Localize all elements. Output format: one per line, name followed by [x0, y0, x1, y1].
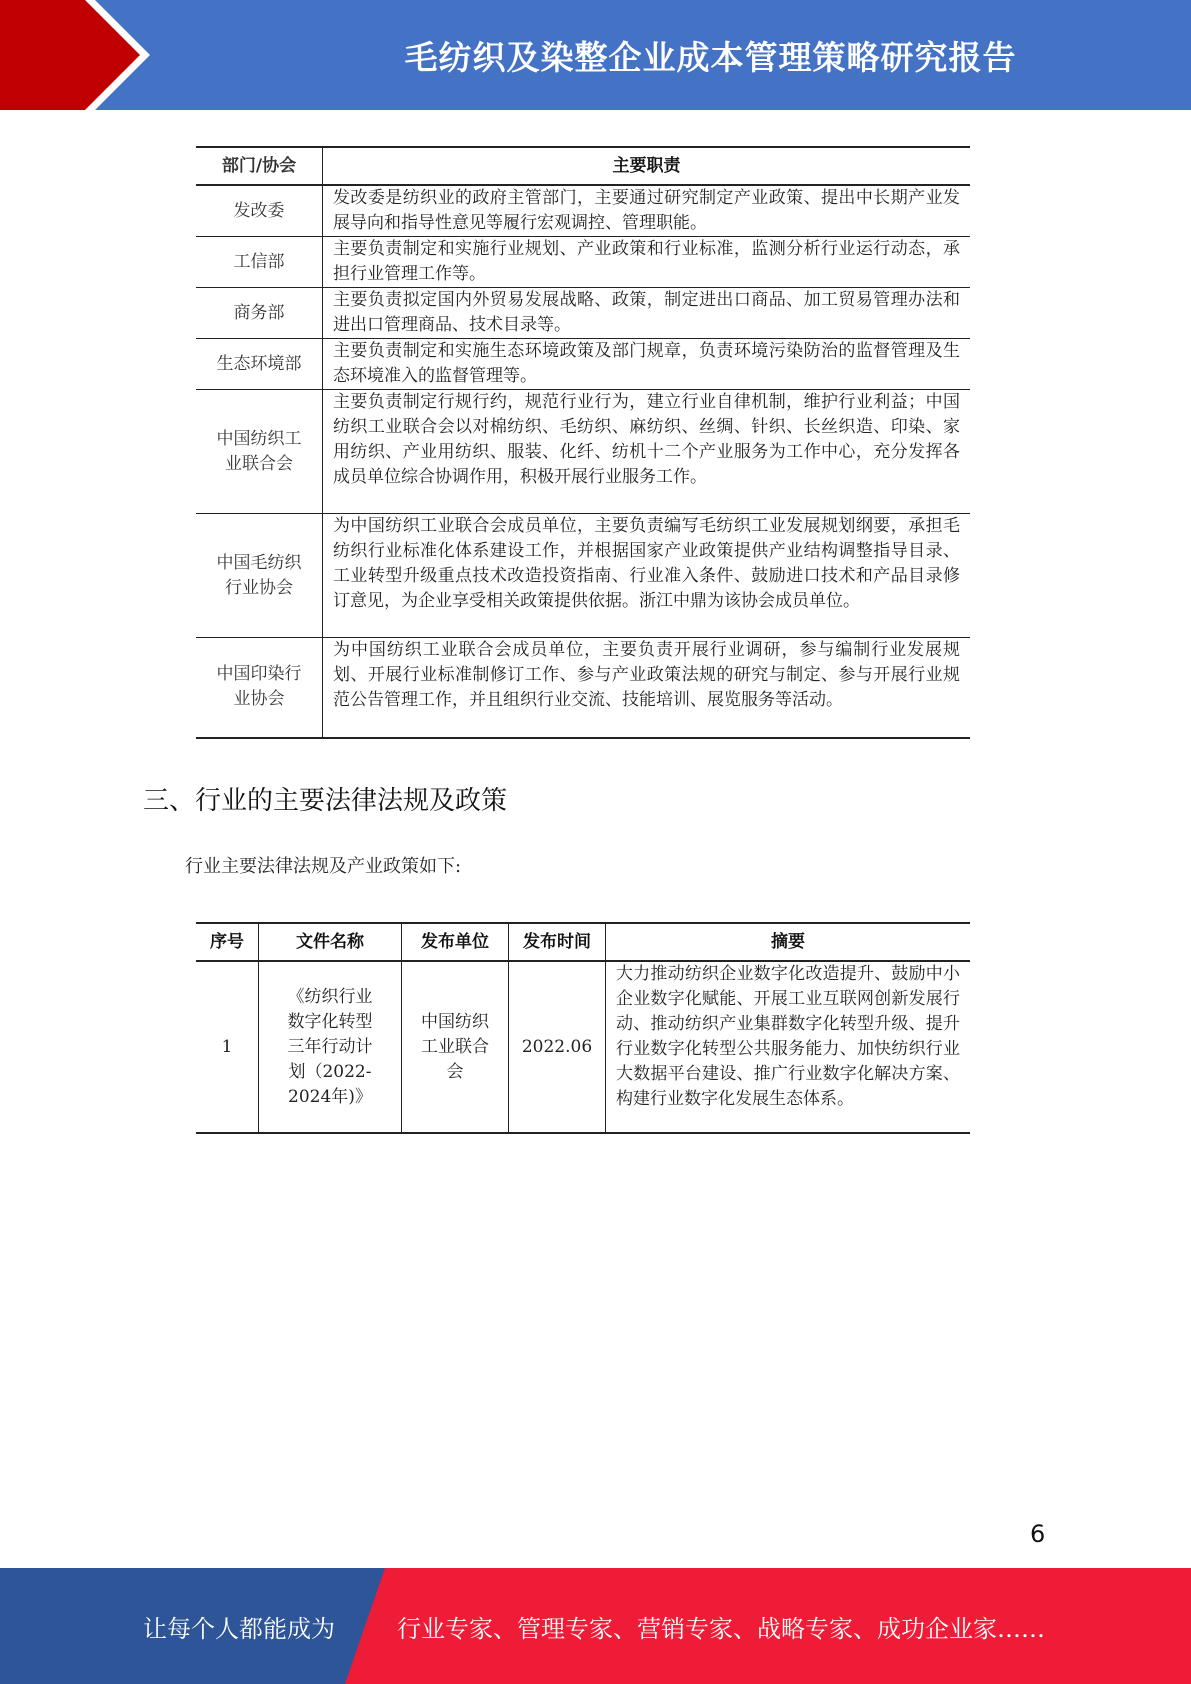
issuer-cell: 中国纺织工业联合会 [402, 961, 509, 1133]
duty-cell: 主要负责制定和实施生态环境政策及部门规章，负责环境污染防治的监督管理及生态环境准入的监督管理等。 [323, 339, 971, 390]
column-header-name: 文件名称 [259, 923, 402, 961]
table-row [196, 288, 970, 339]
column-header-date: 发布时间 [509, 923, 606, 961]
footer-slogan-left: 让每个人都能成为 [143, 1614, 335, 1643]
page-footer [0, 1568, 1191, 1684]
dept-cell: 发改委 [196, 185, 323, 237]
table-row [196, 185, 970, 237]
dept-cell: 中国印染行业协会 [196, 638, 323, 738]
table-row [196, 237, 970, 288]
dept-cell: 中国纺织工业联合会 [196, 390, 323, 514]
column-header-issuer: 发布单位 [402, 923, 509, 961]
section-intro: 行业主要法律法规及产业政策如下: [185, 856, 462, 877]
summary-cell: 大力推动纺织企业数字化改造提升、鼓励中小企业数字化赋能、开展工业互联网创新发展行动、推动纺织产业集群数字化转型升级、提升行业数字化转型公共服务能力、加快纺织行业大数据平台建设、推广行业数字化解决方案、构建行业数字化发展生态体系。 [606, 961, 971, 1133]
table-header-row [196, 147, 970, 185]
departments-table [196, 146, 970, 739]
column-header-summary: 摘要 [606, 923, 971, 961]
table-header-row [196, 923, 970, 961]
page-number: 6 [1030, 1520, 1046, 1548]
duty-cell: 主要负责拟定国内外贸易发展战略、政策，制定进出口商品、加工贸易管理办法和进出口管理商品、技术目录等。 [323, 288, 971, 339]
column-header-duty: 主要职责 [323, 147, 971, 185]
dept-cell: 工信部 [196, 237, 323, 288]
column-header-no: 序号 [196, 923, 259, 961]
section-heading: 三、行业的主要法律法规及政策 [143, 786, 508, 816]
footer-slogan-right: 行业专家、管理专家、营销专家、战略专家、成功企业家…… [397, 1614, 1045, 1643]
duty-cell: 发改委是纺织业的政府主管部门，主要通过研究制定产业政策、提出中长期产业发展导向和指导性意见等履行宏观调控、管理职能。 [323, 185, 971, 237]
page-header [0, 0, 1191, 110]
duty-cell: 主要负责制定行规行约，规范行业行为，建立行业自律机制，维护行业利益；中国纺织工业联合会以对棉纺织、毛纺织、麻纺织、丝绸、针织、长丝织造、印染、家用纺织、产业用纺织、服装、化纤、纺机十二个产业服务为工作中心，充分发挥各成员单位综合协调作用，积极开展行业服务工作。 [323, 390, 971, 514]
report-title: 毛纺织及染整企业成本管理策略研究报告 [404, 37, 1017, 77]
policies-table [196, 922, 970, 1134]
table-row [196, 339, 970, 390]
duty-cell: 为中国纺织工业联合会成员单位，主要负责开展行业调研，参与编制行业发展规划、开展行业标准制修订工作、参与产业政策法规的研究与制定、参与开展行业规范公告管理工作，并且组织行业交流、技能培训、展览服务等活动。 [323, 638, 971, 738]
name-cell: 《纺织行业数字化转型三年行动计划（2022-2024年)》 [259, 961, 402, 1133]
column-header-dept: 部门/协会 [196, 147, 323, 185]
duty-cell: 主要负责制定和实施行业规划、产业政策和行业标准，监测分析行业运行动态，承担行业管理工作等。 [323, 237, 971, 288]
table-row [196, 514, 970, 638]
dept-cell: 生态环境部 [196, 339, 323, 390]
table-row [196, 961, 970, 1133]
dept-cell: 中国毛纺织行业协会 [196, 514, 323, 638]
duty-cell: 为中国纺织工业联合会成员单位，主要负责编写毛纺织工业发展规划纲要，承担毛纺织行业标准化体系建设工作，并根据国家产业政策提供产业结构调整指导目录、工业转型升级重点技术改造投资指南、行业准入条件、鼓励进口技术和产品目录修订意见，为企业享受相关政策提供依据。浙江中鼎为该协会成员单位。 [323, 514, 971, 638]
dept-cell: 商务部 [196, 288, 323, 339]
table-row [196, 638, 970, 738]
table-row [196, 390, 970, 514]
no-cell: 1 [196, 961, 259, 1133]
date-cell: 2022.06 [509, 961, 606, 1133]
